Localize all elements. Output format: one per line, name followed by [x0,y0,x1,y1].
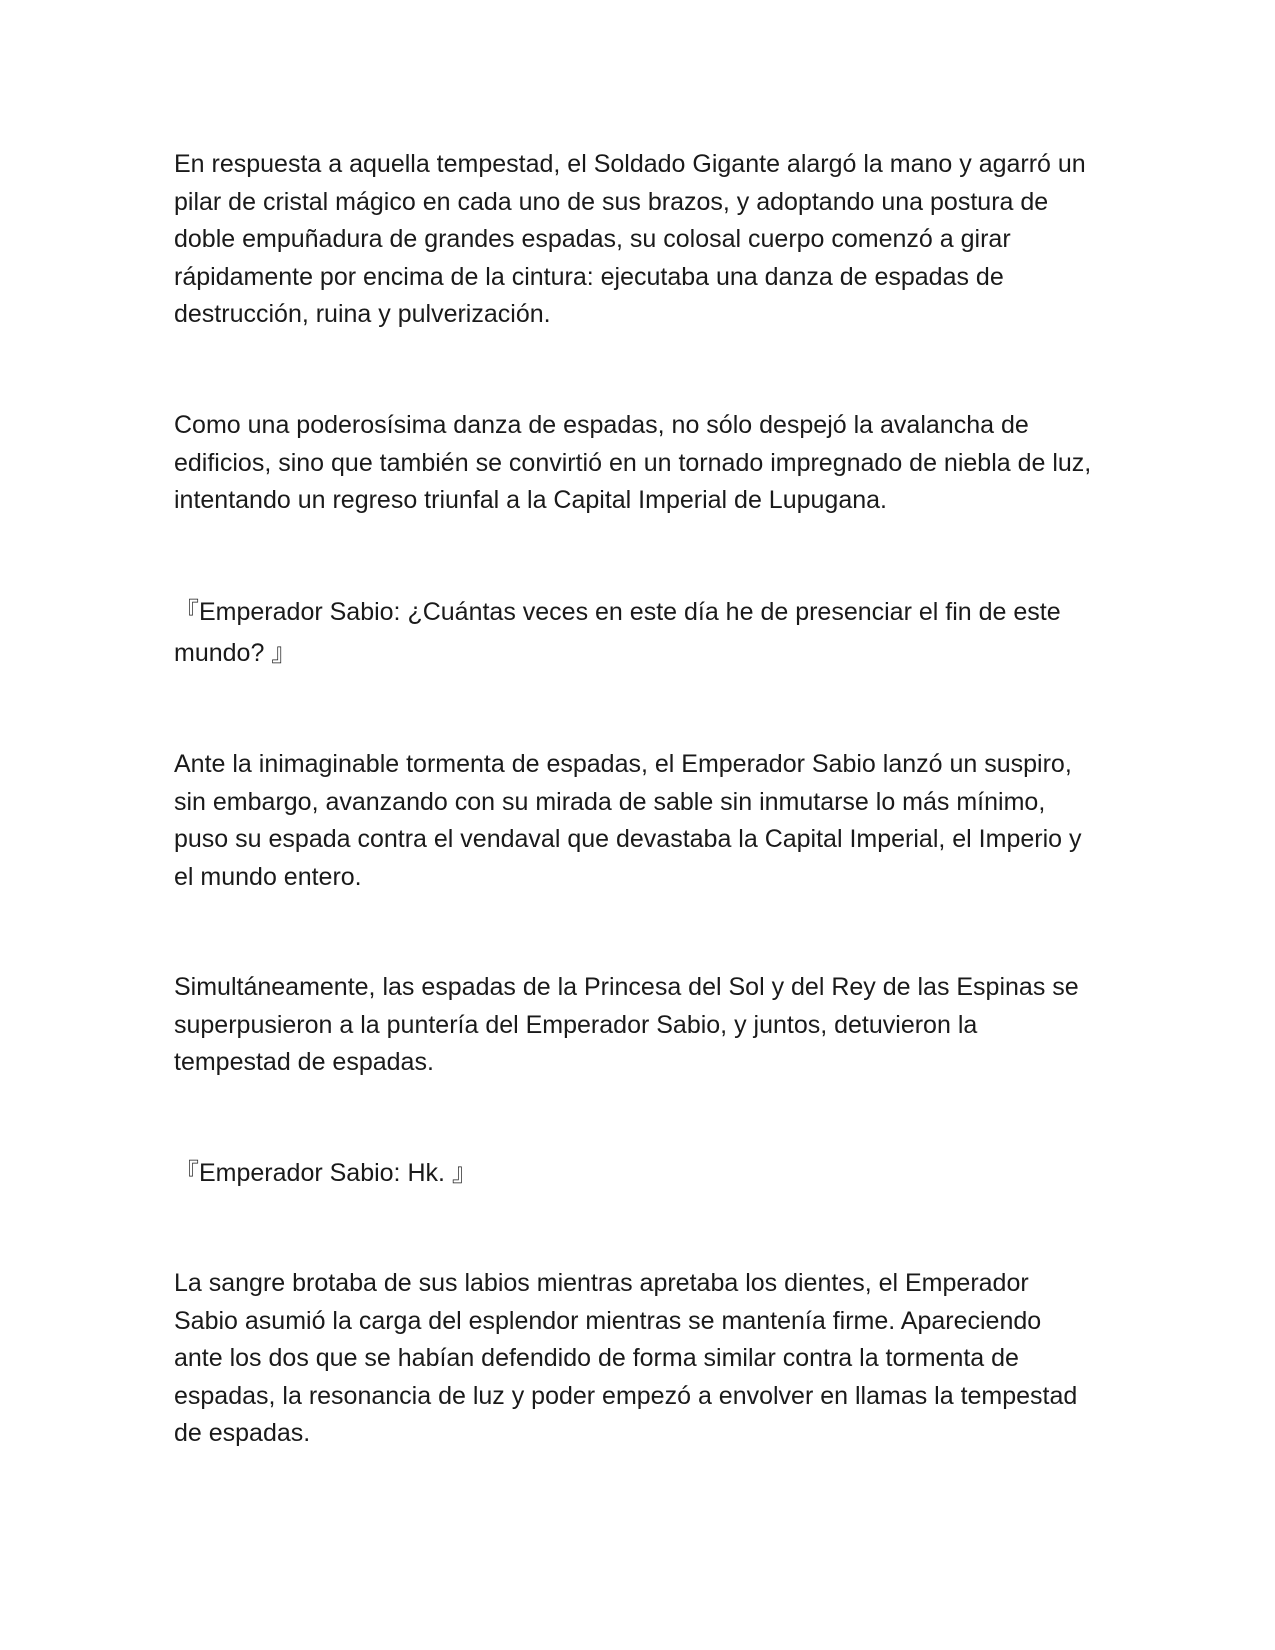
narrative-paragraph: Ante la inimaginable tormenta de espadas, el Emperador Sabio lanzó un suspiro, sin embargo, avanzando con su mirada de sable sin inmutarse lo más mínimo, puso su espada contra el vendaval que devastaba la Capital Imperial, el Imperio y el mundo entero. [174,750,1082,891]
narrative-paragraph: Como una poderosísima danza de espadas, no sólo despejó la avalancha de edificios, sino que también se convirtió en un tornado impregnado de niebla de luz, intentando un regreso triunfal a la Capital Imperial de Lupugana. [174,411,1092,514]
narrative-paragraph: Simultáneamente, las espadas de la Princesa del Sol y del Rey de las Espinas se superpusieron a la puntería del Emperador Sabio, y juntos, detuvieron la tempestad de espadas. [174,973,1079,1076]
narrative-paragraph: La sangre brotaba de sus labios mientras apretaba los dientes, el Emperador Sabio asumió la carga del esplendor mientras se mantenía firme. Apareciendo ante los dos que se habían defendido de forma similar contra la tormenta de espadas, la resonancia de luz y poder empezó a envolver en llamas la tempestad de espadas. [174,1269,1078,1447]
dialogue-line: 『Emperador Sabio: Hk. 』 [174,1159,477,1187]
narrative-paragraph: En respuesta a aquella tempestad, el Soldado Gigante alargó la mano y agarró un pilar de cristal mágico en cada uno de sus brazos, y adoptando una postura de doble empuñadura de grandes espadas, su colosal cuerpo comenzó a girar rápidamente por encima de la cintura: ejecutaba una danza de espadas de destrucción, ruina y pulverización. [174,150,1086,328]
dialogue-line: 『Emperador Sabio: ¿Cuántas veces en este día he de presenciar el fin de este mundo? 』 [174,598,1061,667]
